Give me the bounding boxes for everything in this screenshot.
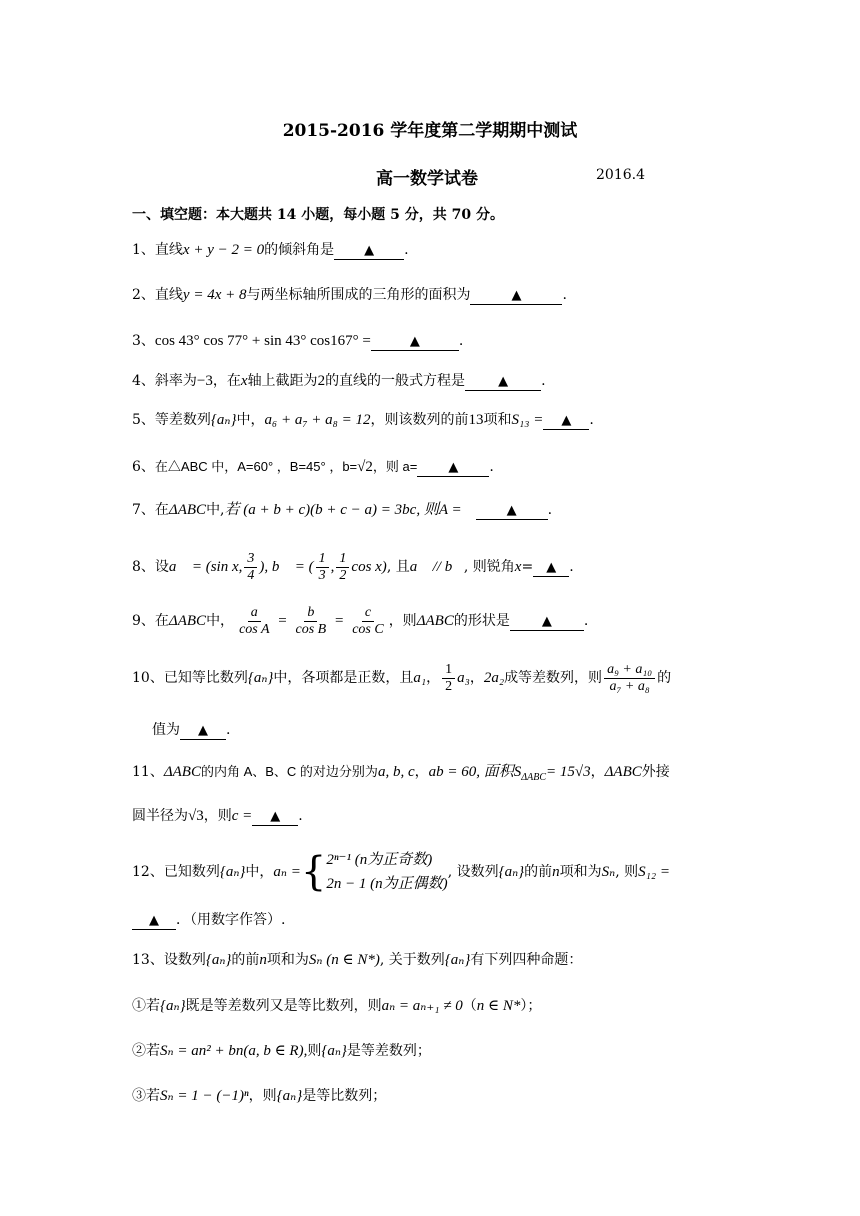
section-header: 一、填空题：本大题共 14 小题，每小题 5 分，共 70 分。 <box>132 207 504 223</box>
question-7: 7、在ΔABC中,若 (a + b + c)(b + c − a) = 3bc, 则A = ▲ . <box>132 502 553 518</box>
answer-blank[interactable] <box>180 722 226 740</box>
triangle-icon: ▲ <box>270 809 281 824</box>
triangle-icon: ▲ <box>448 460 459 475</box>
fraction: $\frac{1}{2}$ <box>442 662 455 695</box>
triangle-icon: ▲ <box>498 374 509 389</box>
triangle-icon: ▲ <box>506 503 517 518</box>
question-1: 1、直线x + y − 2 = 0的倾斜角是 ▲ . <box>132 242 409 258</box>
fraction: $\frac{3}{4}$ <box>244 551 257 584</box>
answer-blank[interactable] <box>132 912 176 930</box>
proposition-2: ②若Sₙ = an² + bn(a, b ∈ R),则{aₙ}是等差数列； <box>132 1043 431 1059</box>
question-4: 4、斜率为−3，在x轴上截距为2的直线的一般式方程是 ▲ . <box>132 373 546 389</box>
question-3: 3、cos 43° cos 77° + sin 43° cos167° = ▲ . <box>132 333 464 349</box>
fraction: $\frac{1}{3}$ <box>316 551 329 584</box>
proposition-3: ③若Sₙ = 1 − (−1)ⁿ，则{aₙ}是等比数列； <box>132 1088 387 1104</box>
answer-blank[interactable] <box>510 613 584 631</box>
question-9: 9、在ΔABC中， $\frac{a}{\text{cos A}}$ = $\frac{b}{\text{cos B}}$ = $\frac{c}{\text{cos C}}$ ，则ΔABC的形状是 ▲ . <box>132 604 589 637</box>
question-8: 8、设a⃗ = (sin x, $\frac{3}{4}$ ), b⃗ = ( $\frac{1}{3}$ , $\frac{1}{2}$ cos x), 且a⃗ // b⃗, 则锐角x= ▲ . <box>132 550 574 583</box>
page-title: 2015-2016 学年度第二学期期中测试 <box>282 121 578 141</box>
fraction: $\frac{\text{a₉ + a₁₀}}{\text{a₇ + a₈}}$ <box>604 662 655 695</box>
answer-blank[interactable] <box>417 459 489 477</box>
question-12: 12、已知数列{aₙ}中，aₙ ={ 2ⁿ⁻¹ (n为正奇数) 2n − 1 (n为正偶数) , 设数列{aₙ}的前n项和为Sₙ, 则S₁₂ = <box>132 849 670 895</box>
answer-blank[interactable] <box>533 559 569 577</box>
question-2: 2、直线y = 4x + 8与两坐标轴所围成的三角形的面积为 ▲ . <box>132 287 567 303</box>
fraction: $\frac{c}{\text{cos C}}$ <box>352 604 384 637</box>
question-6: 6、在△ABC 中，A=60° ，B=45° ，b=√2，则 a= ▲ . <box>132 459 494 475</box>
piecewise-cases: 2ⁿ⁻¹ (n为正奇数) 2n − 1 (n为正偶数) <box>326 852 448 892</box>
answer-blank[interactable] <box>371 333 459 351</box>
triangle-icon: ▲ <box>149 913 159 928</box>
triangle-icon: ▲ <box>511 288 522 303</box>
exam-date: 2016.4 <box>596 167 645 183</box>
answer-blank[interactable] <box>465 373 541 391</box>
fraction: $\frac{a}{\text{cos A}}$ <box>239 604 270 637</box>
brace-icon: { <box>300 849 327 895</box>
triangle-icon: ▲ <box>198 723 208 738</box>
triangle-icon: ▲ <box>364 243 375 258</box>
question-10-continued: 值为 ▲ . <box>152 722 231 738</box>
question-10: 10、已知等比数列{aₙ}中，各项都是正数，且a₁， $\frac{1}{2}$ a₃，2a₂成等差数列，则 $\frac{\text{a₉ + a₁₀}}{\text{a₇ + a₈}}$ 的 <box>132 661 672 694</box>
page-subtitle: 高一数学试卷 <box>376 169 478 189</box>
answer-blank[interactable] <box>252 808 298 826</box>
triangle-icon: ▲ <box>541 614 552 629</box>
answer-blank[interactable] <box>476 502 548 520</box>
proposition-1: ①若{aₙ}既是等差数列又是等比数列，则aₙ = aₙ₊₁ ≠ 0（n ∈ N*）； <box>132 998 542 1014</box>
answer-blank[interactable] <box>470 287 562 305</box>
question-12-continued: ▲ ．（用数字作答）. <box>132 910 285 930</box>
answer-blank[interactable] <box>334 242 404 260</box>
triangle-icon: ▲ <box>409 334 420 349</box>
question-11-continued: 圆半径为√3，则c = ▲ . <box>132 808 303 824</box>
fraction: $\frac{1}{2}$ <box>336 551 349 584</box>
triangle-icon: ▲ <box>546 560 557 575</box>
fraction: $\frac{b}{\text{cos B}}$ <box>295 604 327 637</box>
question-5: 5、等差数列{aₙ}中，a₆ + a₇ + a₈ = 12，则该数列的前13项和S₁₃ = ▲ . <box>132 412 594 428</box>
question-11: 11、ΔABC的内角 A、B、C 的对边分别为a, b, c，ab = 60, 面积$S_{\Delta ABC}= 15√3$，ΔABC外接 <box>132 764 670 783</box>
question-13: 13、设数列{aₙ}的前n项和为Sₙ (n ∈ N*), 关于数列{aₙ}有下列四种命题： <box>132 952 583 968</box>
triangle-icon: ▲ <box>561 413 572 428</box>
answer-blank[interactable] <box>543 412 589 430</box>
